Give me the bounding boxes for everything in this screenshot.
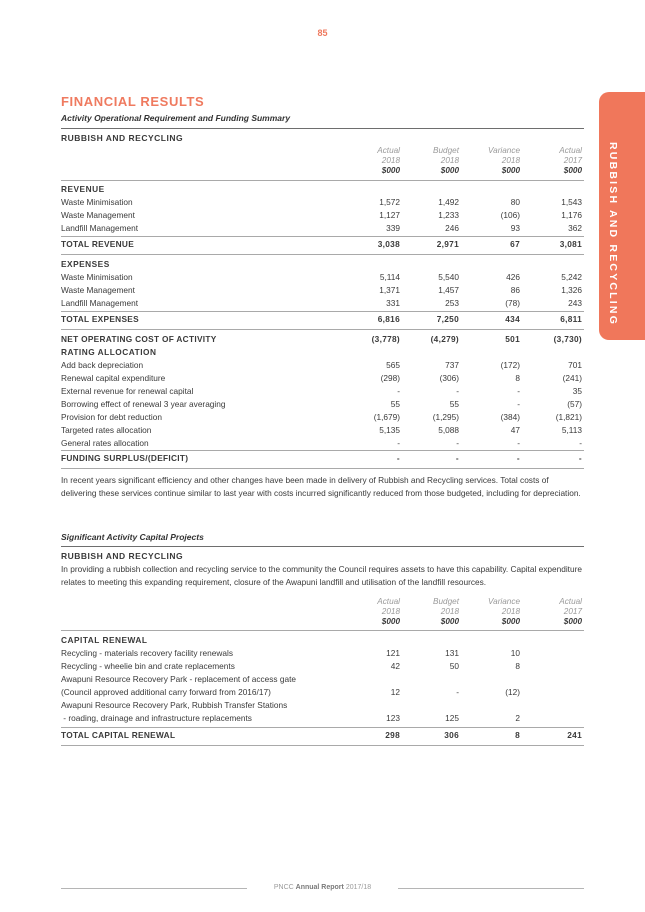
side-tab-label: RUBBISH AND RECYCLING: [607, 142, 619, 327]
divider: [61, 450, 584, 451]
divider: [61, 180, 584, 181]
capital-table: [61, 634, 584, 725]
funding-surplus-row: FUNDING SURPLUS/(DEFICIT) - - - -: [61, 453, 582, 463]
capital-projects-subtitle: Significant Activity Capital Projects: [61, 532, 204, 542]
rating-heading: RATING ALLOCATION: [61, 347, 157, 357]
section-side-tab: [599, 92, 645, 340]
divider: [61, 745, 584, 746]
table-row: Provision for debt reduction (1,679) (1,295) (384) (1,821): [61, 412, 582, 422]
total-revenue-row: TOTAL REVENUE 3,038 2,971 67 3,081: [61, 239, 582, 249]
total-capital-renewal-row: TOTAL CAPITAL RENEWAL 298 306 8 241: [61, 730, 582, 740]
divider: [61, 128, 584, 129]
table-row: External revenue for renewal capital - - - 35: [61, 386, 582, 396]
net-operating-row: NET OPERATING COST OF ACTIVITY (3,778) (4,279) 501 (3,730): [61, 334, 582, 344]
rating-block: [61, 333, 584, 450]
capital-renewal-heading: CAPITAL RENEWAL: [61, 635, 148, 645]
table-row: Recycling - wheelie bin and crate replacements 42 50 8: [61, 661, 520, 671]
divider: [61, 236, 584, 237]
column-header-actual-2018: Actual 2018 $000: [377, 146, 400, 175]
table-row: Borrowing effect of renewal 3 year averaging 55 55 - (57): [61, 399, 582, 409]
column-header-actual-2017: Actual 2017 $000: [559, 146, 582, 175]
revenue-heading: REVENUE: [61, 184, 105, 194]
page-footer: [0, 884, 645, 891]
footer-year: 2017/18: [345, 884, 372, 891]
table-row: - roading, drainage and infrastructure replacements 123 125 2: [61, 713, 520, 723]
total-expenses-block: [61, 313, 584, 326]
table-row: Waste Minimisation 1,572 1,492 80 1,543: [61, 197, 582, 207]
column-header-budget-2018: Budget 2018 $000: [433, 597, 459, 626]
commentary-paragraph: In recent years significant efficiency and other changes have been made in delivery of Rubbish and Recycling services. Total costs of delivering these services continue similar to last year with costs incurred significantly reduced from those budgeted, including for depreciation.: [61, 475, 581, 498]
funding-block: [61, 452, 584, 465]
page-title: FINANCIAL RESULTS: [61, 94, 205, 109]
page-number: 85: [317, 28, 328, 38]
divider: [61, 254, 584, 255]
table-row: Landfill Management 331 253 (78) 243: [61, 298, 582, 308]
table-row: Awapuni Resource Recovery Park - replacement of access gate: [61, 674, 297, 684]
divider: [61, 329, 584, 330]
divider: [61, 727, 584, 728]
column-header-actual-2017: Actual 2017 $000: [559, 597, 582, 626]
table-row: Add back depreciation 565 737 (172) 701: [61, 360, 582, 370]
section-title: RUBBISH AND RECYCLING: [61, 133, 184, 143]
table-row: Targeted rates allocation 5,135 5,088 47 5,113: [61, 425, 582, 435]
table-row: Recycling - materials recovery facility renewals 121 131 10: [61, 648, 520, 658]
expenses-heading: EXPENSES: [61, 259, 110, 269]
footer-org: PNCC: [273, 884, 294, 891]
footer-report: Annual Report: [295, 884, 344, 891]
table-row: Awapuni Resource Recovery Park, Rubbish Transfer Stations: [61, 700, 288, 710]
table-row: Waste Management 1,127 1,233 (106) 1,176: [61, 210, 582, 220]
divider: [61, 311, 584, 312]
table-row: General rates allocation - - - -: [61, 438, 582, 448]
divider: [61, 468, 584, 469]
column-headers: [61, 597, 584, 629]
section-title: RUBBISH AND RECYCLING: [61, 551, 184, 561]
table-row: Landfill Management 339 246 93 362: [61, 223, 582, 233]
column-header-variance-2018: Variance 2018 $000: [487, 597, 520, 626]
column-header-actual-2018: Actual 2018 $000: [377, 597, 400, 626]
operational-table: [61, 183, 584, 235]
total-expenses-row: TOTAL EXPENSES 6,816 7,250 434 6,811: [61, 314, 582, 324]
total-capital-block: [61, 729, 584, 742]
table-row: Waste Minimisation 5,114 5,540 426 5,242: [61, 272, 582, 282]
expenses-block: [61, 258, 584, 310]
table-row: Waste Management 1,371 1,457 86 1,326: [61, 285, 582, 295]
summary-subtitle: Activity Operational Requirement and Funding Summary: [61, 113, 291, 123]
capital-paragraph: In providing a rubbish collection and recycling service to the community the Council requires assets to have this capability. Capital expenditure relates to meeting this expanding requirement, closure of the Awapuni landfill and utilisation of the landfill resources.: [61, 564, 582, 587]
divider: [61, 546, 584, 547]
total-revenue-block: [61, 238, 584, 251]
column-header-budget-2018: Budget 2018 $000: [433, 146, 459, 175]
divider: [61, 630, 584, 631]
column-header-variance-2018: Variance 2018 $000: [487, 146, 520, 175]
column-headers: [61, 146, 584, 178]
table-row: (Council approved additional carry forward from 2016/17) 12 - (12): [61, 687, 520, 697]
table-row: Renewal capital expenditure (298) (306) 8 (241): [61, 373, 582, 383]
